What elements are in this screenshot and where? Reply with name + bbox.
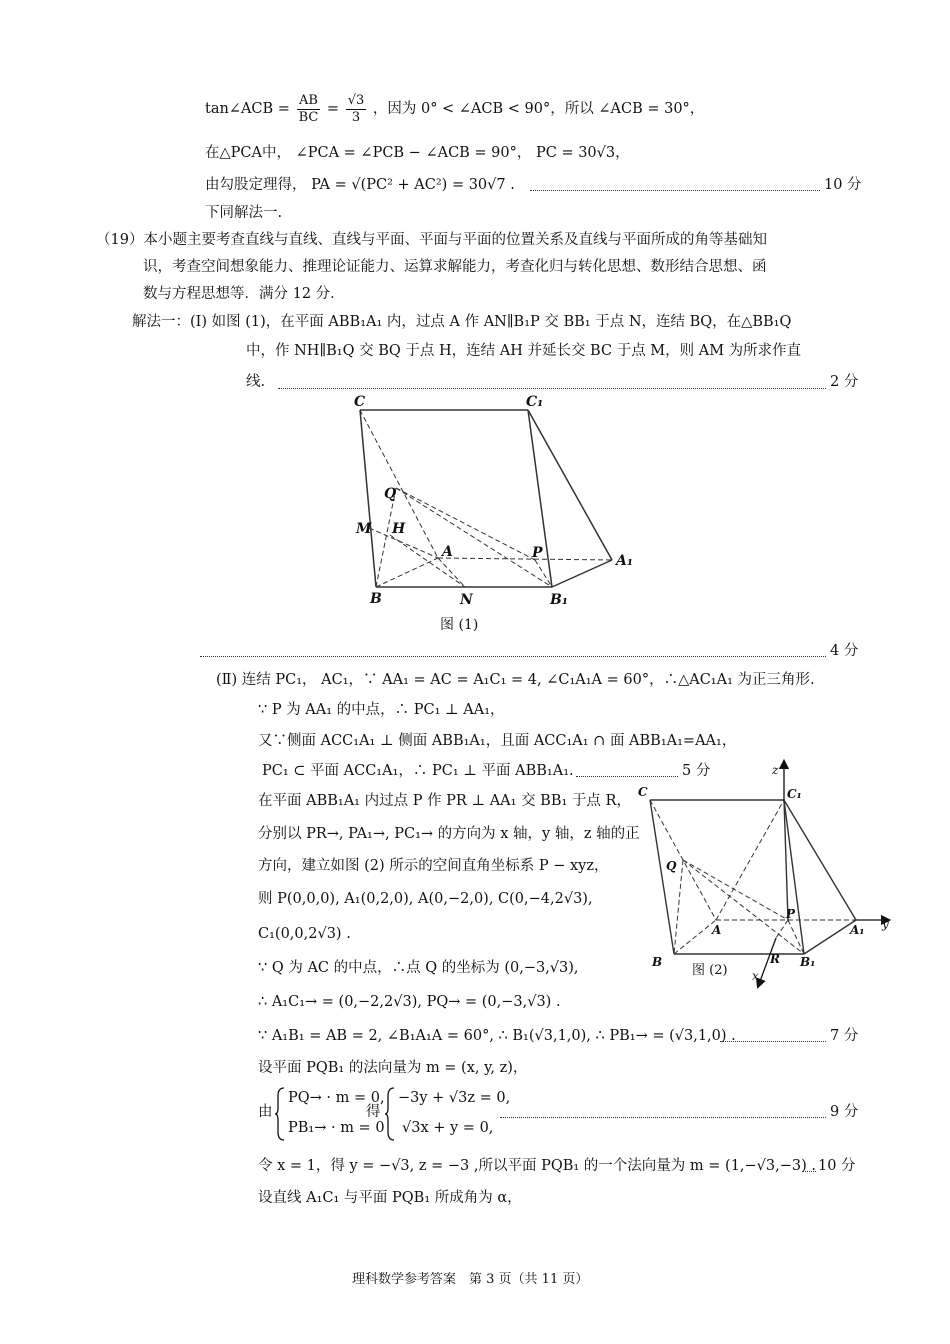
figure-1-prism [340,390,640,615]
label-a: A [712,923,722,937]
label-c1: C₁ [787,787,802,801]
score-mark: 7 分 [830,1028,859,1044]
q19-intro-1: （19）本小题主要考查直线与直线、直线与平面、平面与平面的位置关系及直线与平面所成的角等基础知 [96,232,767,248]
score-mark: 5 分 [682,763,711,779]
leader-dots [720,1041,826,1042]
label-y: y [882,917,889,931]
label-b: B [652,955,663,969]
left-brace-1 [274,1086,286,1142]
dash-q-b [674,860,683,954]
figure-1-caption: 图 (1) [440,617,479,633]
part2-line-13: 设平面 PQB₁ 的法向量为 m = (x, y, z)， [258,1060,528,1076]
edge-c1-a1 [784,800,856,920]
part2-line-3: 又∵侧面 ACC₁A₁ ⊥ 侧面 ABB₁A₁，且面 ACC₁A₁ ∩ 面 ABB₁A₁=AA₁， [258,733,737,749]
system-left-eq2: PB₁→ · m = 0 [288,1120,385,1136]
label-a: A [442,544,453,560]
score-mark: 4 分 [830,643,859,659]
label-c1: C₁ [526,394,544,410]
dash-b-a [674,920,716,954]
part2-line-10: ∵ Q 为 AC 的中点，∴点 Q 的坐标为 (0,−3,√3), [258,960,579,976]
label-c: C [354,394,366,410]
label-p: P [786,907,796,921]
system-de: 得 [366,1104,381,1120]
solution1-part1-b: 中，作 NH∥B₁Q 交 BQ 于点 H，连结 AH 并延长交 BC 于点 M，则 AM 为所求作直 [246,343,802,359]
figure-2-caption: 图 (2) [692,963,728,978]
part2-line-7: 方向，建立如图 (2) 所示的空间直角坐标系 P − xyz， [258,858,609,874]
system-right-eq2: √3x + y = 0, [402,1120,494,1136]
triangle-pca-line: 在△PCA中， ∠PCA = ∠PCB − ∠ACB = 90°， PC = 30√3， [205,145,630,161]
solution1-part1-c: 线. [246,374,266,390]
label-a1: A₁ [616,553,633,569]
tan-acb-line: tan∠ACB = $\frac{AB}{BC}$ = $\frac{√3}{3}$ ，因为 0° < ∠ACB < 90°，所以 ∠ACB = 30°， [205,92,705,125]
page-footer: 理科数学参考答案 第 3 页（共 11 页） [352,1272,589,1287]
score-mark: 10 分 [824,177,862,193]
label-x: x [752,969,759,983]
system-you: 由 [258,1104,273,1120]
same-as-method-one: 下同解法一. [205,205,283,221]
fraction-root3-3: $\frac{√3}{3}$ [347,92,365,125]
solution1-part1-a: 解法一：(Ⅰ) 如图 (1)，在平面 ABB₁A₁ 内，过点 A 作 AN∥B₁P 交 BB₁ 于点 N，连结 BQ，在△BB₁Q [132,314,792,330]
dash-a-n [438,558,465,587]
label-b1: B₁ [800,955,816,969]
part2-line-4: PC₁ ⊂ 平面 ACC₁A₁，∴ PC₁ ⊥ 平面 ABB₁A₁. [262,763,574,779]
part2-line-12: ∵ A₁B₁ = AB = 2, ∠B₁A₁A = 60°, ∴ B₁(√3,1,0), ∴ PB₁→ = (√3,1,0) . [258,1028,736,1044]
dash-b-a [376,558,438,587]
edge-c-b [360,410,376,587]
part2-line-5: 在平面 ABB₁A₁ 内过点 P 作 PR ⊥ AA₁ 交 BB₁ 于点 R， [258,793,631,809]
label-c: C [638,785,648,799]
edge-c-b [650,800,674,954]
part2-line-9: C₁(0,0,2√3) . [258,926,351,942]
label-m: M [356,521,372,537]
dash-p-r [776,920,788,938]
part2-line-16: 设直线 A₁C₁ 与平面 PQB₁ 所成角为 α， [258,1190,522,1206]
score-mark: 9 分 [830,1104,859,1120]
part2-line-8: 则 P(0,0,0), A₁(0,2,0), A(0,−2,0), C(0,−4,2√3), [258,891,593,907]
label-b1: B₁ [550,592,568,608]
label-a1: A₁ [850,923,865,937]
tan-prefix: tan∠ACB = [205,101,290,117]
label-z: z [772,763,779,777]
figure-2-coordinate-prism [628,758,900,990]
left-brace-2 [384,1086,396,1142]
part2-line-1: (Ⅱ) 连结 PC₁， AC₁，∵ AA₁ = AC = A₁C₁ = 4, ∠C₁A₁A = 60°，∴△AC₁A₁ 为正三角形. [216,672,815,688]
label-q: Q [666,859,677,873]
q19-intro-3: 数与方程思想等．满分 12 分． [143,286,345,302]
system-right-eq1: −3y + √3z = 0, [398,1090,511,1106]
fraction-ab-bc: $\frac{AB}{BC}$ [298,92,319,125]
angle-conclusion: ，因为 0° < ∠ACB < 90°，所以 ∠ACB = 30°， [372,101,705,117]
label-r: R [770,952,780,966]
part2-line-6: 分别以 PR→, PA₁→, PC₁→ 的方向为 x 轴，y 轴，z 轴的正 [258,826,640,842]
part2-line-15: 令 x = 1，得 y = −√3, z = −3 ,所以平面 PQB₁ 的一个法向量为 m = (1,−√3,−3) . [258,1158,817,1174]
label-q: Q [384,486,397,502]
label-n: N [460,592,473,608]
label-p: P [532,545,543,561]
score-mark: 2 分 [830,374,859,390]
label-h: H [392,521,406,537]
edge-c1-a1 [528,410,612,560]
dash-q-b1 [396,488,552,587]
leader-dots [530,190,820,191]
leader-dots [500,1117,826,1118]
part2-line-2: ∵ P 为 AA₁ 的中点，∴ PC₁ ⊥ AA₁， [258,702,505,718]
part2-line-11: ∴ A₁C₁→ = (0,−2,2√3), PQ→ = (0,−3,√3) . [258,994,561,1010]
label-b: B [370,591,382,607]
leader-dots [200,656,826,657]
leader-dots [278,388,826,389]
score-mark: 10 分 [818,1158,856,1174]
dash-q-p [683,860,788,920]
edge-b1-a1 [804,920,856,954]
dash-a-a1 [438,558,612,560]
dash-a-c1 [716,800,784,920]
q19-intro-2: 识，考查空间想象能力、推理论证能力、运算求解能力，考查化归与转化思想、数形结合思想、函 [143,259,767,275]
system-left-eq1: PQ→ · m = 0, [288,1090,385,1106]
pythagoras-line: 由勾股定理得， PA = √(PC² + AC²) = 30√7 . [205,177,515,193]
leader-dots [802,1171,816,1172]
edge-b1-a1 [552,560,612,587]
dash-h-n [390,535,465,587]
